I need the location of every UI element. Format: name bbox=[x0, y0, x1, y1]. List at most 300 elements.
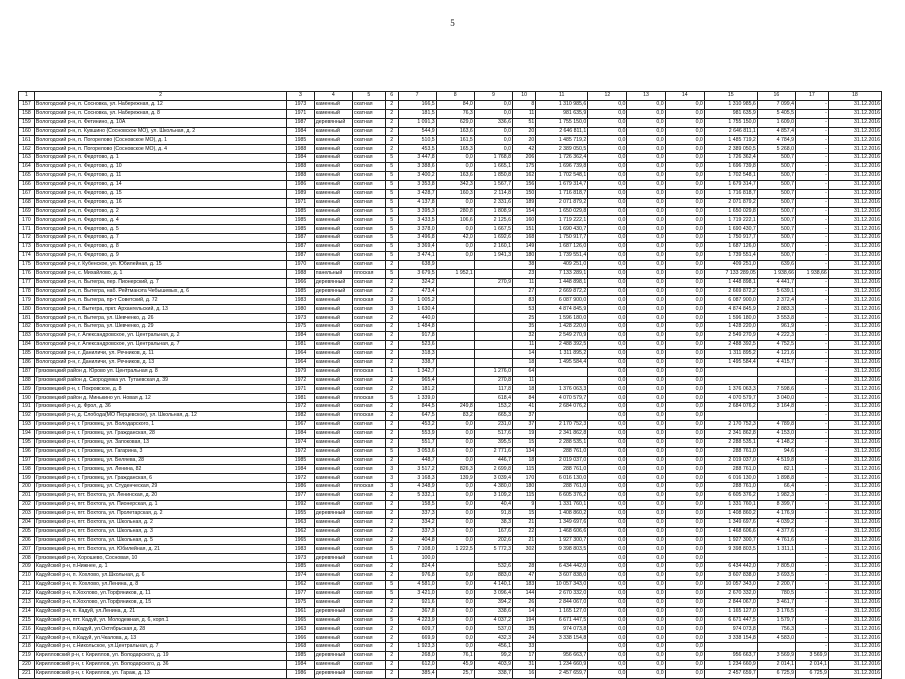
table-row bbox=[19, 509, 882, 518]
table-cell: 37 bbox=[512, 420, 535, 429]
table-cell: 2 bbox=[385, 643, 398, 652]
table-cell: 2 bbox=[385, 314, 398, 323]
table-cell: 160 bbox=[19, 127, 35, 136]
table-cell: 0,0 bbox=[627, 483, 665, 492]
table-cell: 2 bbox=[385, 385, 398, 394]
table-cell: 5 bbox=[385, 616, 398, 625]
table-cell: каменный bbox=[314, 136, 352, 145]
table-cell: 0,0 bbox=[627, 180, 665, 189]
table-cell: 1 448 898,1 bbox=[704, 278, 757, 287]
table-cell: 2 bbox=[385, 607, 398, 616]
table-cell: Грязовецкий р-н, г. Грязовец, ул. Запоковая, 13 bbox=[34, 438, 286, 447]
table-cell: каменный bbox=[314, 180, 352, 189]
table-cell: скатная bbox=[352, 492, 385, 501]
table-cell: 167,6 bbox=[474, 527, 512, 536]
table-cell: 0,0 bbox=[436, 536, 474, 545]
table-cell: 1972 bbox=[287, 403, 315, 412]
table-cell: 5 bbox=[385, 580, 398, 589]
table-cell: скатная bbox=[352, 545, 385, 554]
table-cell: 0,0 bbox=[588, 260, 627, 269]
table-cell: 1967 bbox=[287, 420, 315, 429]
table-cell: 0,0 bbox=[665, 563, 704, 572]
table-cell: 5 bbox=[385, 545, 398, 554]
table-cell bbox=[474, 260, 512, 269]
table-cell: 0,0 bbox=[665, 465, 704, 474]
table-row bbox=[19, 447, 882, 456]
table-cell: каменный bbox=[314, 243, 352, 252]
column-header: 17 bbox=[795, 92, 828, 101]
table-cell: 1 923,3 bbox=[398, 643, 436, 652]
table-cell: 1 696 739,8 bbox=[536, 163, 588, 172]
table-cell: 0,0 bbox=[627, 314, 665, 323]
table-cell: 183 bbox=[19, 332, 35, 341]
table-cell: 0,0 bbox=[665, 518, 704, 527]
table-cell: 981 635,9 bbox=[704, 109, 757, 118]
table-cell: - bbox=[795, 180, 828, 189]
table-cell: 446,7 bbox=[474, 456, 512, 465]
table-cell: 1 596 180,0 bbox=[536, 314, 588, 323]
table-cell: 40,4 bbox=[474, 500, 512, 509]
table-cell bbox=[536, 643, 588, 652]
table-cell: 5 bbox=[385, 189, 398, 198]
table-cell: 2 bbox=[385, 572, 398, 581]
table-cell: 31.12.2016 bbox=[828, 127, 881, 136]
table-cell: 0,0 bbox=[588, 278, 627, 287]
table-cell: 0,0 bbox=[627, 163, 665, 172]
table-cell: 10 057 343,0 bbox=[704, 580, 757, 589]
table-cell: 200 bbox=[19, 483, 35, 492]
table-cell: 1972 bbox=[287, 447, 315, 456]
table-cell: 0,0 bbox=[588, 349, 627, 358]
table-cell: 204 bbox=[19, 518, 35, 527]
table-cell: 3 053,6 bbox=[398, 447, 436, 456]
table-cell: - bbox=[795, 545, 828, 554]
table-cell: - bbox=[795, 340, 828, 349]
table-cell: 1 005,2 bbox=[398, 296, 436, 305]
table-cell: 976,8 bbox=[398, 572, 436, 581]
table-cell: 0,0 bbox=[627, 118, 665, 127]
table-cell: плоская bbox=[352, 296, 385, 305]
table-cell: 0,0 bbox=[627, 332, 665, 341]
table-row bbox=[19, 109, 882, 118]
table-cell: Грязовецкий р-н, г. Покровское, д. 8 bbox=[34, 385, 286, 394]
table-cell: 4 784,9 bbox=[757, 136, 795, 145]
table-cell: 0,0 bbox=[588, 403, 627, 412]
table-cell: Кадуйский р-н, п. Кадуй, ул.Ленина, д. 21 bbox=[34, 607, 286, 616]
table-cell: 184 bbox=[19, 340, 35, 349]
table-cell: 153,2 bbox=[474, 403, 512, 412]
table-cell: - bbox=[795, 172, 828, 181]
table-cell: 0,0 bbox=[627, 172, 665, 181]
table-cell bbox=[436, 563, 474, 572]
table-cell: 0,0 bbox=[588, 198, 627, 207]
table-cell: каменный bbox=[314, 536, 352, 545]
table-cell bbox=[757, 367, 795, 376]
table-cell: 500,7 bbox=[757, 216, 795, 225]
table-row bbox=[19, 278, 882, 287]
table-row bbox=[19, 180, 882, 189]
table-cell bbox=[474, 314, 512, 323]
table-cell: 2 883,3 bbox=[757, 305, 795, 314]
table-cell: - bbox=[795, 412, 828, 421]
table-cell: 0,0 bbox=[436, 589, 474, 598]
table-cell: - bbox=[795, 616, 828, 625]
table-cell: Грязовецкий район д. Минькино ул. Новая д. 12 bbox=[34, 394, 286, 403]
table-cell: 756,3 bbox=[757, 625, 795, 634]
table-cell: 2 bbox=[385, 145, 398, 154]
table-cell: 0,0 bbox=[436, 580, 474, 589]
table-cell: 0,0 bbox=[588, 536, 627, 545]
table-cell: - bbox=[795, 420, 828, 429]
table-cell: 500,7 bbox=[757, 198, 795, 207]
table-cell: 165,3 bbox=[436, 145, 474, 154]
table-row bbox=[19, 483, 882, 492]
table-cell: 0,0 bbox=[588, 323, 627, 332]
table-row bbox=[19, 500, 882, 509]
table-cell: скатная bbox=[352, 172, 385, 181]
table-cell: 31.12.2016 bbox=[828, 483, 881, 492]
table-cell: 11 bbox=[512, 376, 535, 385]
table-cell: 0,0 bbox=[665, 572, 704, 581]
table-cell: 2 549 270,9 bbox=[704, 332, 757, 341]
table-cell: 2 bbox=[385, 420, 398, 429]
table-cell: 31.12.2016 bbox=[828, 492, 881, 501]
table-cell: 42,0 bbox=[436, 234, 474, 243]
table-cell: 83,2 bbox=[436, 412, 474, 421]
table-cell: 0,0 bbox=[627, 518, 665, 527]
table-cell: 17 bbox=[512, 652, 535, 661]
table-cell: скатная bbox=[352, 287, 385, 296]
table-cell bbox=[536, 376, 588, 385]
table-cell: 0,0 bbox=[627, 429, 665, 438]
table-cell: скатная bbox=[352, 198, 385, 207]
table-cell: 1986 bbox=[287, 669, 315, 678]
table-cell: каменный bbox=[314, 580, 352, 589]
table-cell bbox=[474, 323, 512, 332]
table-cell: 5 268,0 bbox=[757, 145, 795, 154]
table-cell: 35 bbox=[512, 323, 535, 332]
table-cell: 2 684 076,2 bbox=[536, 403, 588, 412]
table-cell: каменный bbox=[314, 589, 352, 598]
table-cell: Вологодский р-н, п. Федотово, д. 7 bbox=[34, 234, 286, 243]
table-cell: 170 bbox=[19, 216, 35, 225]
table-cell: 33 bbox=[512, 643, 535, 652]
table-cell: 31.12.2016 bbox=[828, 474, 881, 483]
table-cell: 31.12.2016 bbox=[828, 509, 881, 518]
table-cell bbox=[757, 412, 795, 421]
table-cell: скатная bbox=[352, 136, 385, 145]
table-cell: 4 581,0 bbox=[398, 580, 436, 589]
table-cell: 0,0 bbox=[588, 314, 627, 323]
table-cell: 1984 bbox=[287, 661, 315, 670]
table-cell: 0,0 bbox=[627, 234, 665, 243]
table-cell: 0,0 bbox=[588, 634, 627, 643]
table-cell: 288 761,0 bbox=[536, 465, 588, 474]
table-cell: 1 927 300,7 bbox=[704, 536, 757, 545]
table-cell: 31.12.2016 bbox=[828, 198, 881, 207]
table-cell: 2 bbox=[385, 287, 398, 296]
table-cell: - bbox=[795, 492, 828, 501]
table-cell: 1984 bbox=[287, 332, 315, 341]
table-cell bbox=[474, 554, 512, 563]
table-cell: 31.12.2016 bbox=[828, 563, 881, 572]
column-header: 13 bbox=[627, 92, 665, 101]
table-cell: 5 bbox=[385, 216, 398, 225]
table-cell: 31.12.2016 bbox=[828, 296, 881, 305]
table-cell: 1973 bbox=[287, 554, 315, 563]
table-cell: 0,0 bbox=[627, 278, 665, 287]
table-cell: 1 165 127,0 bbox=[704, 607, 757, 616]
table-cell: скатная bbox=[352, 314, 385, 323]
table-cell: 3 109,2 bbox=[474, 492, 512, 501]
table-cell: 0,0 bbox=[588, 207, 627, 216]
table-cell: скатная bbox=[352, 572, 385, 581]
table-cell: 21 bbox=[512, 536, 535, 545]
table-cell: 0,0 bbox=[627, 598, 665, 607]
table-cell: 318,3 bbox=[398, 349, 436, 358]
table-cell bbox=[474, 358, 512, 367]
table-cell: 2 bbox=[385, 661, 398, 670]
table-cell: 2 bbox=[385, 340, 398, 349]
table-cell: 1 716 818,7 bbox=[704, 189, 757, 198]
table-cell: 1973 bbox=[287, 314, 315, 323]
table-cell: 9 bbox=[512, 500, 535, 509]
table-cell: 5 bbox=[385, 163, 398, 172]
table-cell: 31.12.2016 bbox=[828, 447, 881, 456]
table-cell: скатная bbox=[352, 536, 385, 545]
table-cell: 0,0 bbox=[436, 607, 474, 616]
table-cell: 4 070 579,7 bbox=[536, 394, 588, 403]
table-cell: 195 bbox=[19, 438, 35, 447]
table-cell: 0,0 bbox=[665, 634, 704, 643]
table-cell: Вологодский р-н, п. Кувшино (Сосновское МО), ул. Школьная, д. 2 bbox=[34, 127, 286, 136]
table-cell: 181,2 bbox=[398, 385, 436, 394]
table-cell: 1 938,66 bbox=[757, 269, 795, 278]
table-cell: 0,0 bbox=[665, 234, 704, 243]
table-cell: каменный bbox=[314, 420, 352, 429]
table-cell: 2 549 270,9 bbox=[536, 332, 588, 341]
table-cell: 0,0 bbox=[588, 509, 627, 518]
table-cell: 0,0 bbox=[588, 269, 627, 278]
table-cell: 1979 bbox=[287, 367, 315, 376]
table-row bbox=[19, 403, 882, 412]
column-header: 15 bbox=[704, 92, 757, 101]
table-cell: 288 761,0 bbox=[704, 483, 757, 492]
table-cell: 5 bbox=[385, 198, 398, 207]
table-row bbox=[19, 172, 882, 181]
table-cell: скатная bbox=[352, 260, 385, 269]
table-cell: 0,0 bbox=[627, 225, 665, 234]
table-cell: 2 bbox=[385, 652, 398, 661]
table-cell: Грязовецкий р-н, Хорошево, Сосновая, 10 bbox=[34, 554, 286, 563]
table-cell: деревянный bbox=[314, 652, 352, 661]
table-cell: 0,0 bbox=[665, 314, 704, 323]
table-cell bbox=[757, 643, 795, 652]
table-cell: 9 398 803,5 bbox=[704, 545, 757, 554]
table-cell: - bbox=[795, 136, 828, 145]
table-cell: 160 bbox=[512, 216, 535, 225]
table-cell: 2 670 332,0 bbox=[704, 589, 757, 598]
table-cell: 268,0 bbox=[398, 652, 436, 661]
table-cell: 2 331,6 bbox=[474, 198, 512, 207]
table-cell: скатная bbox=[352, 109, 385, 118]
table-cell: 288 761,0 bbox=[536, 447, 588, 456]
table-cell: - bbox=[795, 287, 828, 296]
table-cell: 31.12.2016 bbox=[828, 456, 881, 465]
table-cell: 190 bbox=[19, 394, 35, 403]
table-cell: 2 bbox=[385, 136, 398, 145]
table-cell: 6 725,9 bbox=[795, 669, 828, 678]
table-cell: Вологодский р-н, п. Федотово, д. 2 bbox=[34, 207, 286, 216]
table-cell: 2 372,4 bbox=[757, 296, 795, 305]
table-cell: 15 bbox=[512, 438, 535, 447]
table-cell: 2 170 752,3 bbox=[704, 420, 757, 429]
table-cell: Вологодский р-н, с. Михайлово, д. 1 bbox=[34, 269, 286, 278]
table-cell: 28 bbox=[512, 563, 535, 572]
table-cell: - bbox=[795, 252, 828, 261]
table-cell: 158 bbox=[19, 109, 35, 118]
table-cell: 31 bbox=[512, 661, 535, 670]
table-cell: 139,9 bbox=[436, 474, 474, 483]
table-cell: 500,7 bbox=[757, 207, 795, 216]
table-cell: - bbox=[795, 349, 828, 358]
table-cell bbox=[512, 554, 535, 563]
table-cell: 3 607 838,0 bbox=[704, 572, 757, 581]
table-cell: Грязовецкий р-н, г. Грязовец, ул. Ленина, 82 bbox=[34, 465, 286, 474]
table-cell: 0,0 bbox=[665, 367, 704, 376]
table-cell: 2 bbox=[385, 109, 398, 118]
table-cell: каменный bbox=[314, 429, 352, 438]
table-cell: - bbox=[795, 367, 828, 376]
table-cell: 0,0 bbox=[665, 589, 704, 598]
table-cell: 647,5 bbox=[398, 412, 436, 421]
table-row bbox=[19, 269, 882, 278]
table-row bbox=[19, 305, 882, 314]
table-row bbox=[19, 349, 882, 358]
table-row bbox=[19, 518, 882, 527]
table-cell bbox=[474, 287, 512, 296]
table-cell: - bbox=[795, 447, 828, 456]
table-cell: 1963 bbox=[287, 518, 315, 527]
table-cell: 2 288 535,1 bbox=[704, 438, 757, 447]
table-cell: 403,9 bbox=[474, 661, 512, 670]
table-cell: 2 bbox=[385, 669, 398, 678]
table-cell: 21 bbox=[512, 518, 535, 527]
table-cell: скатная bbox=[352, 180, 385, 189]
table-row bbox=[19, 607, 882, 616]
table-cell: 3 517,2 bbox=[398, 465, 436, 474]
table-cell: 221 bbox=[19, 669, 35, 678]
table-cell: 3 569,9 bbox=[757, 652, 795, 661]
table-cell: 510,5 bbox=[398, 136, 436, 145]
table-row bbox=[19, 100, 882, 109]
table-cell: 1 679 314,7 bbox=[704, 180, 757, 189]
table-cell: 0,0 bbox=[665, 225, 704, 234]
table-cell: 5 bbox=[385, 589, 398, 598]
table-cell: 1 468 606,6 bbox=[536, 527, 588, 536]
table-cell: 212 bbox=[19, 589, 35, 598]
table-body bbox=[19, 100, 882, 678]
table-cell: 0,0 bbox=[627, 154, 665, 163]
table-cell: Грязовецкий р-н, г. Грязовец, ул. Студенческая, 29 bbox=[34, 483, 286, 492]
table-cell: 0,0 bbox=[436, 447, 474, 456]
table-cell: 201 bbox=[19, 492, 35, 501]
table-cell: 64 bbox=[512, 367, 535, 376]
table-cell: 76,1 bbox=[436, 652, 474, 661]
table-cell: 1 650 029,8 bbox=[704, 207, 757, 216]
table-cell: 0,0 bbox=[665, 198, 704, 207]
table-cell: 20 bbox=[512, 127, 535, 136]
table-cell: 0,0 bbox=[665, 412, 704, 421]
table-cell: 500,7 bbox=[757, 154, 795, 163]
table-cell: 0,0 bbox=[588, 607, 627, 616]
table-cell: каменный bbox=[314, 483, 352, 492]
table-cell: 4 752,5 bbox=[757, 340, 795, 349]
table-cell: 3 bbox=[385, 483, 398, 492]
table-cell: 220 bbox=[19, 661, 35, 670]
table-cell: 7 598,6 bbox=[757, 385, 795, 394]
table-cell: скатная bbox=[352, 554, 385, 563]
table-cell: 180 bbox=[512, 483, 535, 492]
table-cell: 6 087 900,0 bbox=[704, 296, 757, 305]
table-cell: - bbox=[795, 572, 828, 581]
table-cell: 161 bbox=[19, 136, 35, 145]
table-cell: 32 bbox=[512, 332, 535, 341]
table-cell: 219 bbox=[19, 652, 35, 661]
table-cell: скатная bbox=[352, 616, 385, 625]
table-cell: 4 874 845,9 bbox=[704, 305, 757, 314]
table-cell: 3 378,0 bbox=[398, 225, 436, 234]
table-cell: каменный bbox=[314, 127, 352, 136]
table-cell: 6 671 447,5 bbox=[704, 616, 757, 625]
table-cell: 0,0 bbox=[588, 109, 627, 118]
table-cell: 6 434 442,0 bbox=[704, 563, 757, 572]
table-cell: Грязовецкий район д. Скородумка ул. Тутаевская д. 39 bbox=[34, 376, 286, 385]
table-cell: 31.12.2016 bbox=[828, 394, 881, 403]
table-cell: каменный bbox=[314, 572, 352, 581]
table-cell: - bbox=[795, 385, 828, 394]
table-cell: 2 bbox=[385, 349, 398, 358]
table-cell: 115 bbox=[512, 492, 535, 501]
table-cell: Вологодский р-н, п. Вытегра, пр-т Советский, д. 72 bbox=[34, 296, 286, 305]
table-cell: 0,0 bbox=[665, 394, 704, 403]
table-cell: 4 348,9 bbox=[398, 483, 436, 492]
table-cell: 189 bbox=[512, 198, 535, 207]
table-cell: 1971 bbox=[287, 109, 315, 118]
table-cell: 2 bbox=[385, 563, 398, 572]
table-cell: - bbox=[795, 216, 828, 225]
table-cell: 1 276,0 bbox=[474, 367, 512, 376]
table-cell: - bbox=[795, 456, 828, 465]
table-cell: Грязовецкий район д. Юрово ул. Центральная д. 8 bbox=[34, 367, 286, 376]
table-cell: 395,5 bbox=[474, 438, 512, 447]
table-cell: 0,0 bbox=[627, 394, 665, 403]
table-row bbox=[19, 545, 882, 554]
table-row bbox=[19, 625, 882, 634]
table-cell: 1985 bbox=[287, 216, 315, 225]
table-cell: Вологодский р-н, п. Вытегра, ул. Шевченко, д. 29 bbox=[34, 323, 286, 332]
table-cell: каменный bbox=[314, 349, 352, 358]
table-cell: 4 223,9 bbox=[398, 616, 436, 625]
table-cell: 3 096,4 bbox=[474, 589, 512, 598]
table-cell: скатная bbox=[352, 225, 385, 234]
table-cell: 181 bbox=[19, 314, 35, 323]
table-cell: 5 bbox=[385, 225, 398, 234]
table-cell: 0,0 bbox=[665, 180, 704, 189]
table-cell: 0,0 bbox=[588, 376, 627, 385]
table-row bbox=[19, 554, 882, 563]
table-cell: Грязовецкий р-н, пгт. Вохтога, ул. Школьная, д. 2 bbox=[34, 518, 286, 527]
